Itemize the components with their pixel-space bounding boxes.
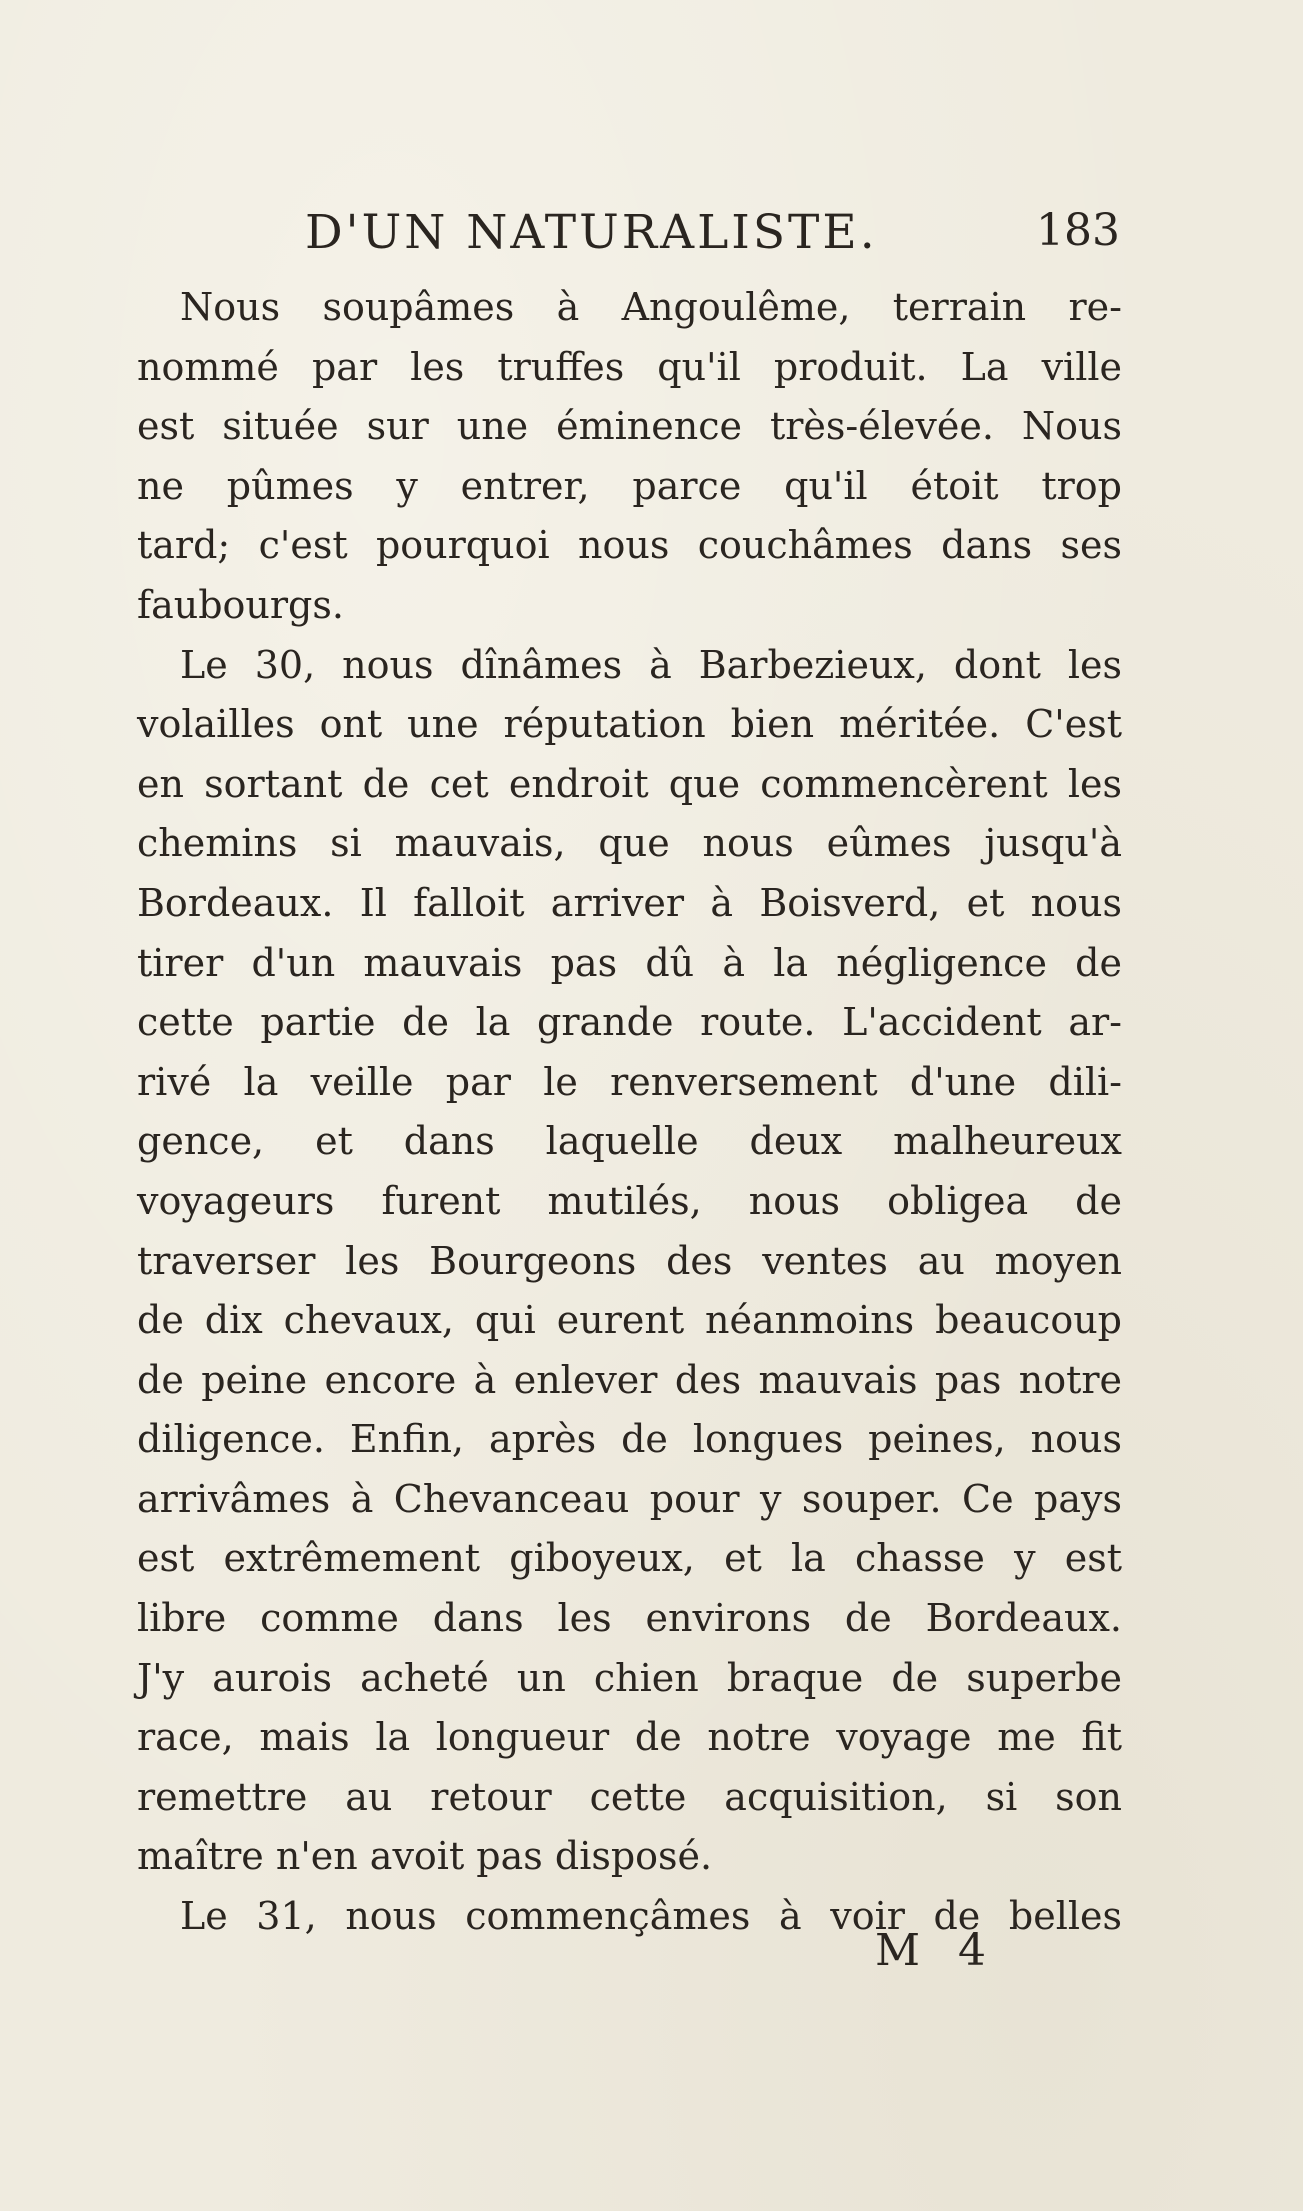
text-line: remettre au retour cette acquisition, si son bbox=[137, 1774, 1122, 1819]
text-line: race, mais la longueur de notre voyage me fit bbox=[137, 1715, 1122, 1760]
page-number: 183 bbox=[1036, 205, 1120, 256]
text-line: tard; c'est pourquoi nous couchâmes dans ses bbox=[137, 523, 1122, 568]
text-line: Le 31, nous commençâmes à voir de belles bbox=[180, 1894, 1122, 1939]
text-line: de dix chevaux, qui eurent néanmoins beaucoup bbox=[137, 1298, 1122, 1343]
text-line: est située sur une éminence très-élevée. Nous bbox=[137, 404, 1122, 449]
text-line: de peine encore à enlever des mauvais pas notre bbox=[137, 1357, 1122, 1402]
body-text bbox=[137, 278, 1122, 1947]
text-line: traverser les Bourgeons des ventes au moyen bbox=[137, 1238, 1122, 1283]
text-line: en sortant de cet endroit que commencèrent les bbox=[137, 761, 1122, 806]
text-line: est extrêmement giboyeux, et la chasse y est bbox=[137, 1536, 1122, 1581]
text-line: maître n'en avoit pas disposé. bbox=[137, 1834, 713, 1879]
text-line: Bordeaux. Il falloit arriver à Boisverd, et nous bbox=[137, 880, 1122, 925]
text-line: ne pûmes y entrer, parce qu'il étoit trop bbox=[137, 463, 1122, 508]
page-header bbox=[130, 205, 1130, 275]
text-line: voyageurs furent mutilés, nous obligea de bbox=[137, 1178, 1122, 1223]
signature-mark: M 4 bbox=[875, 1925, 999, 1976]
text-line: libre comme dans les environs de Bordeaux. bbox=[137, 1596, 1122, 1641]
text-line: diligence. Enfin, après de longues peines, nous bbox=[137, 1417, 1122, 1462]
running-head: D'UN NATURALISTE. bbox=[305, 205, 878, 260]
text-line: volailles ont une réputation bien méritée. C'est bbox=[137, 702, 1122, 747]
text-line: chemins si mauvais, que nous eûmes jusqu'à bbox=[137, 821, 1122, 866]
text-line: faubourgs. bbox=[137, 582, 344, 627]
text-line: Nous soupâmes à Angoulême, terrain re- bbox=[180, 285, 1122, 329]
text-line: nommé par les truffes qu'il produit. La ville bbox=[137, 344, 1122, 389]
text-line: J'y aurois acheté un chien braque de superbe bbox=[137, 1655, 1122, 1700]
text-line: gence, et dans laquelle deux malheureux bbox=[137, 1119, 1122, 1164]
text-line: arrivâmes à Chevanceau pour y souper. Ce pays bbox=[137, 1476, 1122, 1521]
text-line: Le 30, nous dînâmes à Barbezieux, dont les bbox=[180, 642, 1122, 687]
text-line: rivé la veille par le renversement d'une dili- bbox=[137, 1059, 1122, 1104]
text-line: cette partie de la grande route. L'accident ar- bbox=[137, 1000, 1122, 1045]
text-line: tirer d'un mauvais pas dû à la négligence de bbox=[137, 940, 1122, 985]
